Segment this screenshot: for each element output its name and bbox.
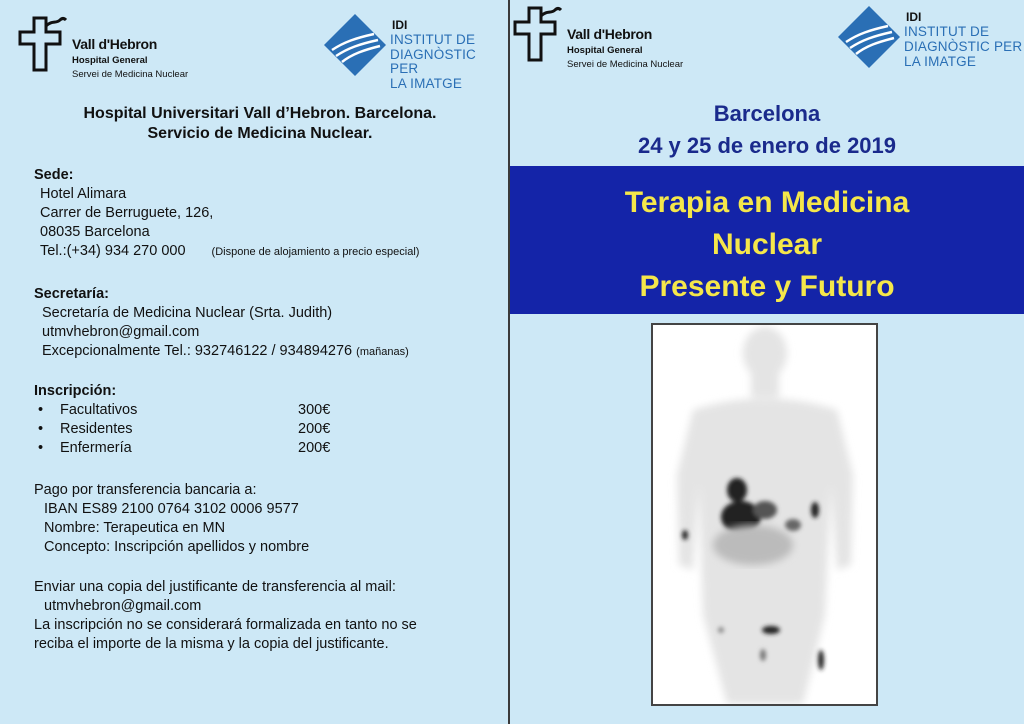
envio-line4: reciba el importe de la misma y la copia del justificante.: [34, 636, 389, 652]
secretaria-line1: Secretaría de Medicina Nuclear (Srta. Judith): [42, 305, 333, 321]
secretaria-tel-row: [34, 342, 409, 362]
vall-hebron-cross-icon: [513, 6, 565, 62]
fee-price: 200€: [298, 421, 331, 437]
pago-nombre: Nombre: Terapeutica en MN: [44, 520, 226, 536]
idi-abbr: IDI: [906, 10, 922, 24]
fee-name: Residentes: [60, 421, 133, 437]
list-item: [34, 439, 330, 458]
secretaria-tel: Excepcionalmente Tel.: 932746122 / 934894276: [42, 343, 353, 359]
idi-diamond-icon: [836, 4, 902, 70]
sede-line1: Hotel Alimara: [40, 186, 127, 202]
list-item: [34, 401, 330, 420]
secretaria-email: utmvhebron@gmail.com: [42, 324, 200, 340]
bullet-icon: •: [38, 440, 44, 456]
sede-line2: Carrer de Berruguete, 126,: [40, 205, 214, 221]
pago-line1: Pago por transferencia bancaria a:: [34, 482, 257, 498]
pago-section: [34, 481, 309, 557]
sede-section: [34, 166, 419, 262]
envio-line3: La inscripción no se considerará formalizada en tanto no se: [34, 617, 417, 633]
vall-hebron-cross-icon: [18, 16, 70, 72]
list-item: [34, 420, 330, 439]
pago-iban: IBAN ES89 2100 0764 3102 0006 9577: [44, 501, 299, 517]
idi-line3: LA IMATGE: [904, 54, 977, 69]
sede-line3: 08035 Barcelona: [40, 224, 150, 240]
banner-line3: Presente y Futuro: [639, 270, 895, 303]
sede-heading: Sede:: [34, 167, 74, 183]
idi-line1: INSTITUT DE: [390, 32, 476, 47]
vall-hebron-logo: [513, 6, 683, 70]
hospital-title-line2: Servicio de Medicina Nuclear.: [147, 125, 373, 142]
fee-price: 300€: [298, 402, 331, 418]
envio-section: [34, 578, 417, 654]
inscripcion-section: [34, 382, 330, 458]
vall-hebron-subtitle: Hospital General: [567, 45, 643, 56]
pago-concepto: Concepto: Inscripción apellidos y nombre: [44, 539, 310, 555]
bullet-icon: •: [38, 402, 44, 418]
idi-logo: [836, 4, 1022, 70]
event-date: 24 y 25 de enero de 2019: [637, 133, 897, 158]
fee-price: 200€: [298, 440, 331, 456]
inscripcion-heading: Inscripción:: [34, 383, 117, 399]
sede-tel: Tel.:(+34) 934 270 000: [40, 243, 186, 259]
idi-diamond-icon: [322, 12, 388, 78]
envio-line1: Enviar una copia del justificante de transferencia al mail:: [34, 579, 396, 595]
vall-hebron-name: Vall d'Hebron: [72, 36, 158, 52]
event-city: Barcelona: [713, 101, 821, 126]
vall-hebron-name: Vall d'Hebron: [567, 26, 653, 42]
idi-line1: INSTITUT DE: [904, 24, 990, 39]
idi-line3: LA IMATGE: [390, 76, 463, 91]
hospital-title: [20, 104, 500, 144]
bullet-icon: •: [38, 421, 44, 437]
banner-line1: Terapia en Medicina: [624, 186, 910, 219]
idi-line2: DIAGNÒSTIC PER: [390, 47, 477, 76]
left-panel: [0, 0, 508, 724]
idi-abbr: IDI: [392, 18, 408, 32]
secretaria-section: [34, 285, 409, 362]
fee-name: Enfermería: [60, 440, 132, 456]
vall-hebron-service: Servei de Medicina Nuclear: [72, 69, 189, 80]
title-banner: [510, 166, 1024, 314]
vall-hebron-subtitle: Hospital General: [72, 55, 148, 66]
banner-line2: Nuclear: [711, 228, 823, 261]
fees-list: [34, 401, 330, 458]
vall-hebron-logo: [18, 16, 188, 80]
envio-email: utmvhebron@gmail.com: [44, 598, 202, 614]
sede-tel-row: [34, 242, 419, 262]
scintigraphy-image: [651, 323, 878, 706]
idi-line2: DIAGNÒSTIC PER: [904, 39, 1023, 54]
fee-name: Facultativos: [60, 402, 138, 418]
right-panel: [510, 0, 1024, 724]
hospital-title-line1: Hospital Universitari Vall d’Hebron. Barcelona.: [83, 105, 437, 122]
secretaria-tel-note: (mañanas): [356, 346, 409, 358]
secretaria-heading: Secretaría:: [34, 286, 109, 302]
sede-tel-note: (Dispone de alojamiento a precio especial): [211, 246, 420, 258]
vall-hebron-service: Servei de Medicina Nuclear: [567, 59, 684, 70]
idi-logo: [322, 12, 508, 91]
event-date-block: [510, 98, 1024, 162]
